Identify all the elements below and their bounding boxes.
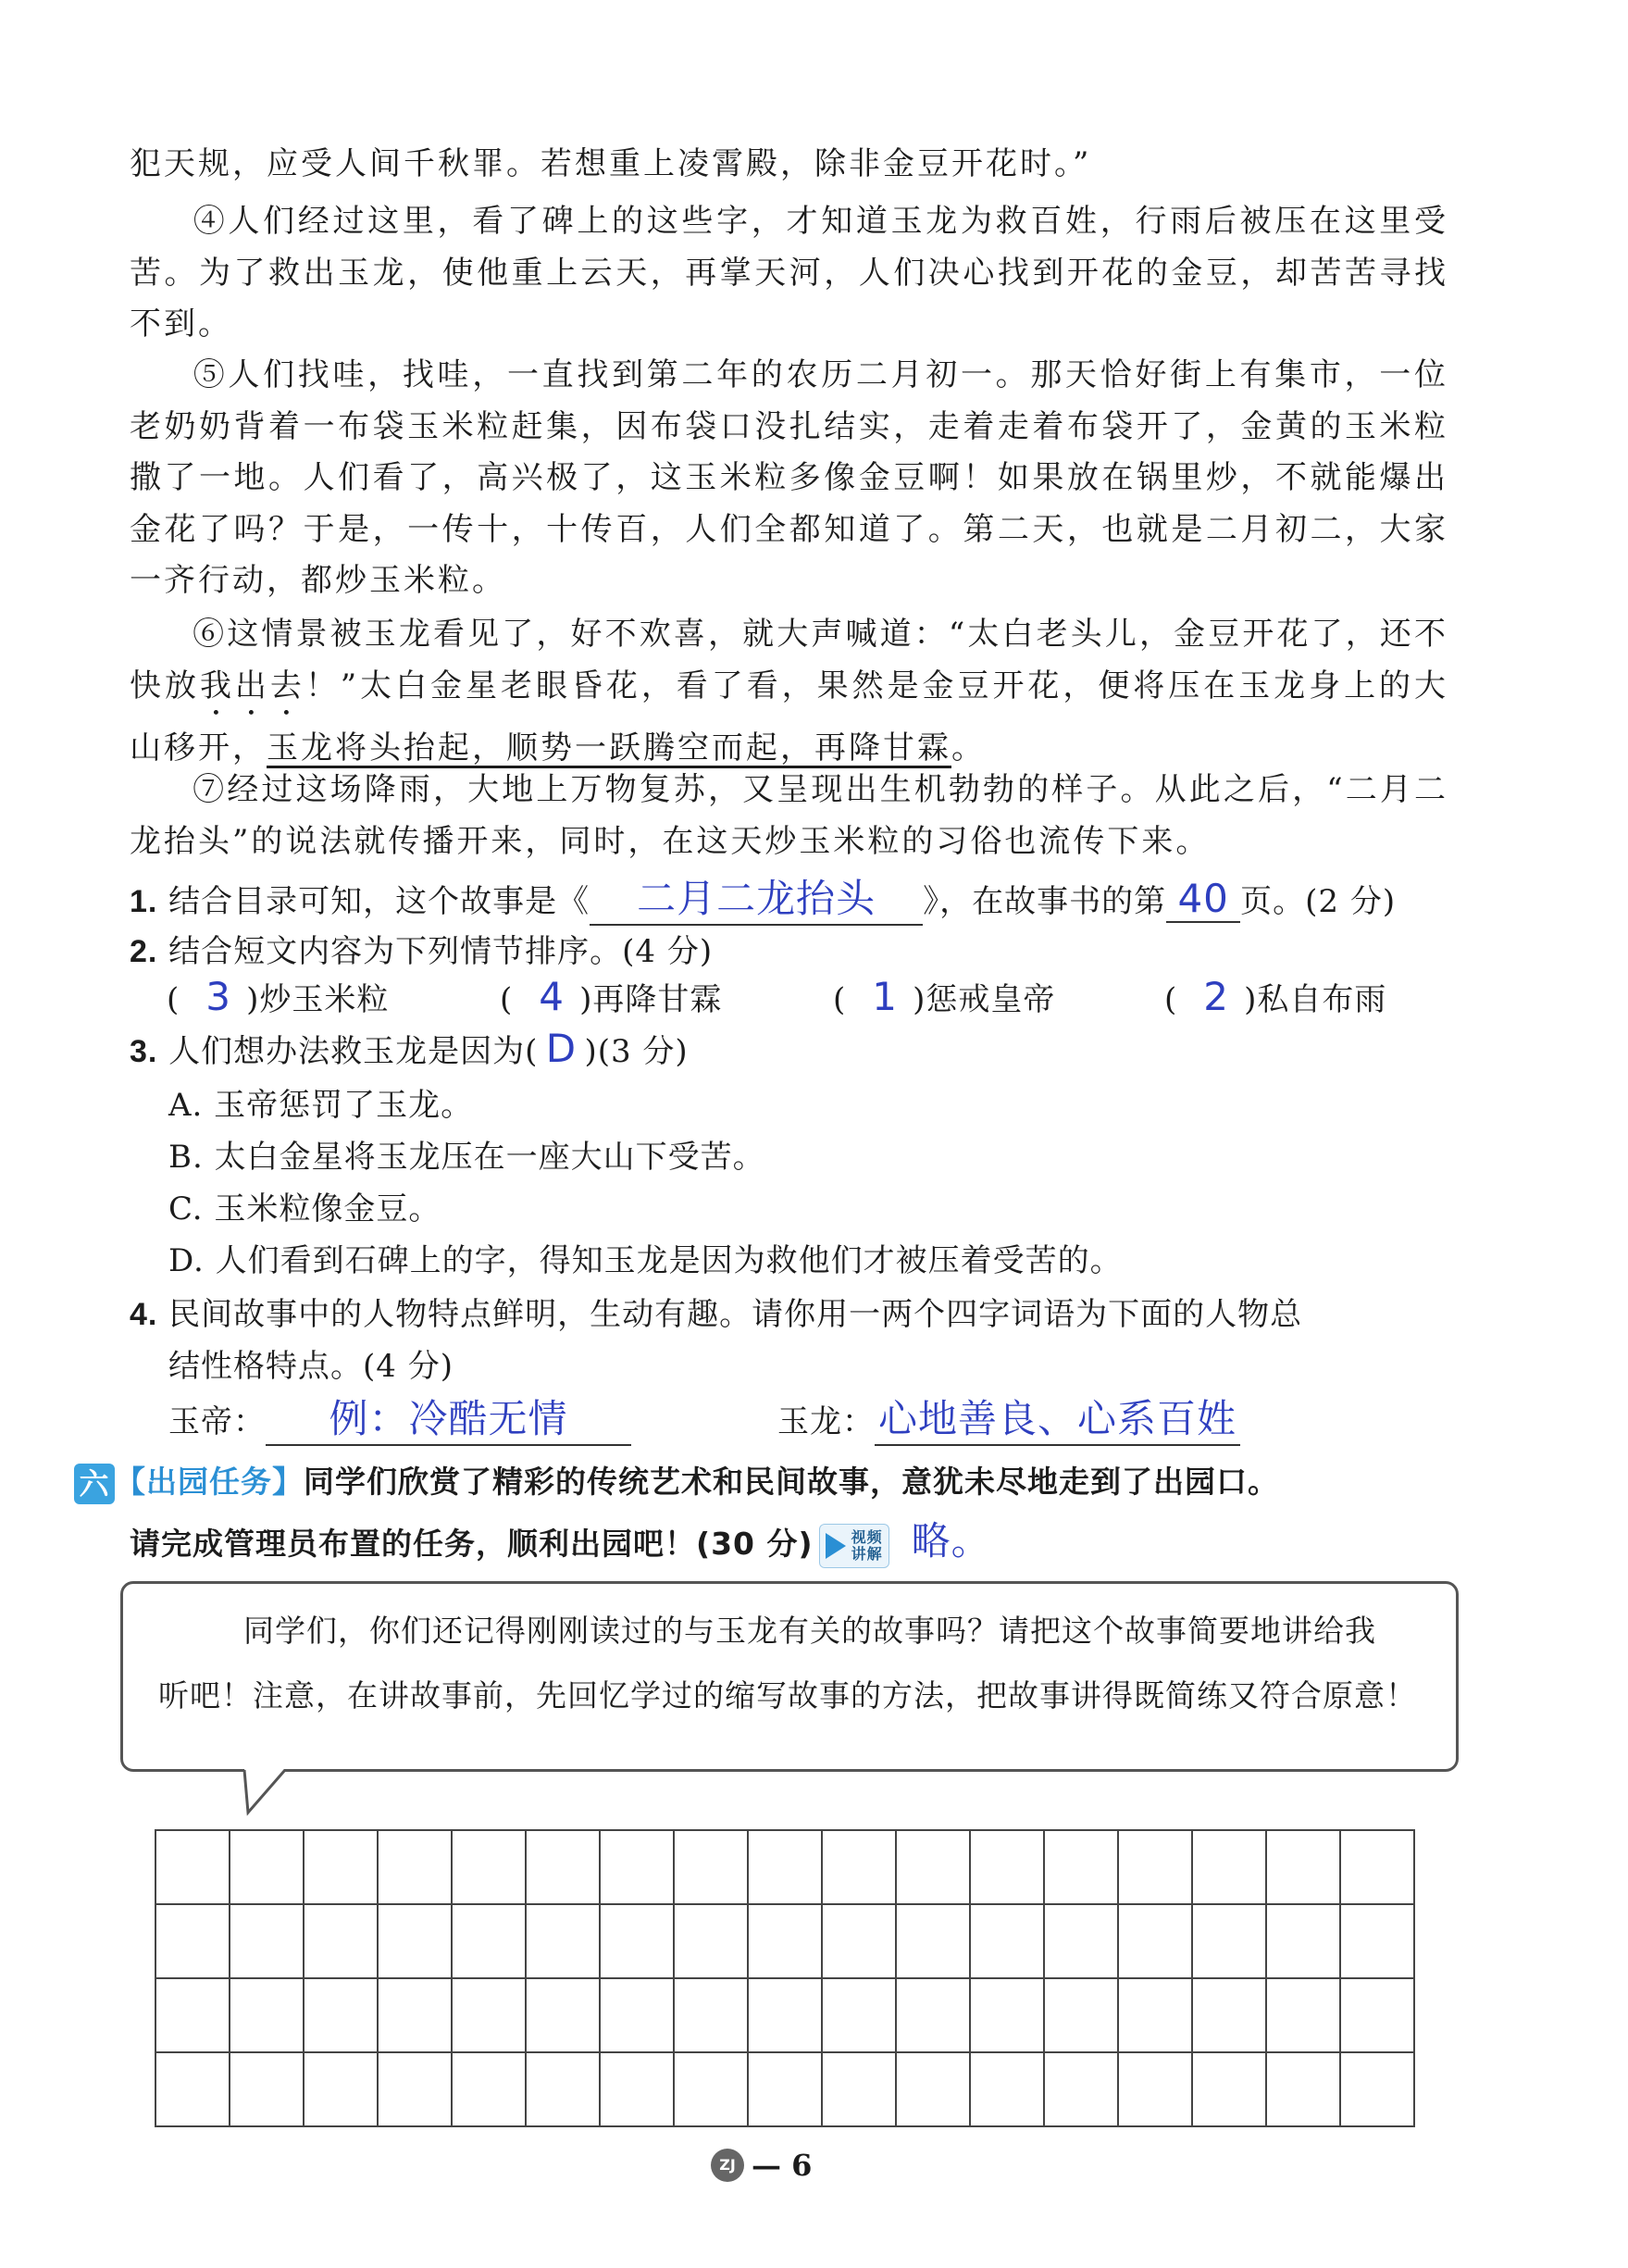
play-icon (826, 1533, 846, 1559)
story-paragraph-4: ④人们经过这里，看了碑上的这些字，才知道玉龙为救百姓，行雨后被压在这里受苦。为了救出玉龙，使他重上云天，再掌天河，人们决心找到开花的金豆，却苦苦寻找不到。 (130, 203, 1448, 343)
dotted-phrase: 我出去 (199, 667, 305, 704)
q3-option-d: D. 人们看到石碑上的字，得知玉龙是因为救他们才被压着受苦的。 (168, 1242, 1123, 1279)
q4-emperor: 玉帝： 例：冷酷无情 (168, 1389, 631, 1446)
underlined-sentence: 玉龙将头抬起，顺势一跃腾空而起，再降甘霖 (267, 729, 951, 766)
story-paragraph-7: ⑦经过这场降雨，大地上万物复苏，又呈现出生机勃勃的样子。从此之后，“二月二龙抬头”的说法就传播开来，同时，在这天炒玉米粒的习俗也流传下来。 (130, 771, 1448, 860)
story-paragraph-3-end: 犯天规，应受人间千秋罪。若想重上凌霄殿，除非金豆开花时。” (130, 145, 1092, 182)
q3-answer[interactable]: D (545, 1026, 578, 1071)
q3-option-b: B. 太白金星将玉龙压在一座大山下受苦。 (168, 1139, 765, 1176)
answer-page-number[interactable]: 40 (1166, 876, 1240, 923)
answer-emperor-traits[interactable]: 例：冷酷无情 (266, 1389, 631, 1446)
q2-item-3: ( 1 )惩戒皇帝 (833, 974, 1056, 1019)
question-4-line2: 结性格特点。(4 分) (168, 1348, 454, 1385)
q2-item-1: ( 3 )炒玉米粒 (167, 974, 390, 1019)
q2-item-4: ( 2 )私自布雨 (1164, 974, 1387, 1019)
section-6-header: 六 【出园任务】同学们欣赏了精彩的传统艺术和民间故事，意犹未尽地走到了出园口。 (74, 1458, 1279, 1504)
writing-grid[interactable] (155, 1829, 1415, 2127)
question-2: 2. 结合短文内容为下列情节排序。(4 分) (130, 933, 714, 970)
q3-option-a: A. 玉帝惩罚了玉龙。 (168, 1087, 474, 1124)
page-footer (711, 2148, 812, 2183)
question-1: 1. 结合目录可知，这个故事是《 二月二龙抬头 》，在故事书的第 40 页。(2 分) (130, 868, 1396, 926)
question-3: 3. 人们想办法救玉龙是因为( D )(3 分) (130, 1026, 689, 1071)
story-paragraph-5: ⑤人们找哇，找哇，一直找到第二年的农历二月初一。那天恰好街上有集市，一位老奶奶背着一布袋玉米粒赶集，因布袋口没扎结实，走着走着布袋开了，金黄的玉米粒撒了一地。人们看了，高兴极了，这玉米粒多像金豆啊！如果放在锅里炒，不就能爆出金花了吗？于是，一传十，十传百，人们全都知道了。第二天，也就是二月初二，大家一齐行动，都炒玉米粒。 (130, 356, 1448, 599)
q2-answer-2[interactable]: 4 (539, 974, 565, 1019)
q4-dragon: 玉龙：心地善良、心系百姓 (777, 1389, 1240, 1446)
bubble-tail (241, 1768, 296, 1818)
q3-option-c: C. 玉米粒像金豆。 (168, 1190, 441, 1227)
section-6-title: 【出园任务】 (115, 1464, 304, 1500)
section-6-tag: 六 (74, 1464, 115, 1504)
q2-answer-3[interactable]: 1 (872, 974, 898, 1019)
zj-badge: ZJ (711, 2149, 744, 2182)
answer-dragon-traits[interactable]: 心地善良、心系百姓 (875, 1389, 1240, 1446)
story-paragraph-6: ⑥这情景被玉龙看见了，好不欢喜，就大声喊道：“太白老头儿，金豆开花了，还不快放我出去！”太白金星老眼昏花，看了看，果然是金豆开花，便将压在玉龙身上的大山移开，玉龙将头抬起，顺势一跃腾空而起，再降甘霖。 (130, 616, 1449, 766)
q2-item-2: ( 4 )再降甘霖 (500, 974, 723, 1019)
section-6-answer[interactable]: 略。 (911, 1518, 991, 1564)
q2-answer-1[interactable]: 3 (205, 974, 231, 1019)
video-explanation-button[interactable]: 视频 讲解 (819, 1524, 889, 1568)
section-6-instruction: 请完成管理员布置的任务，顺利出园吧！(30 分) 视频 讲解 略。 (130, 1511, 991, 1568)
speech-bubble (120, 1581, 1459, 1772)
q2-answer-4[interactable]: 2 (1203, 974, 1229, 1019)
question-4: 4. 民间故事中的人物特点鲜明，生动有趣。请你用一两个四字词语为下面的人物总 (130, 1296, 1303, 1333)
page-number: — 6 (752, 2148, 813, 2183)
answer-story-title[interactable]: 二月二龙抬头 (590, 868, 923, 926)
bubble-line-2: 听吧！注意，在讲故事前，先回忆学过的缩写故事的方法，把故事讲得既简练又符合原意！ (158, 1677, 1417, 1713)
bubble-line-1: 同学们，你们还记得刚刚读过的与玉龙有关的故事吗？请把这个故事简要地讲给我 (243, 1613, 1376, 1649)
